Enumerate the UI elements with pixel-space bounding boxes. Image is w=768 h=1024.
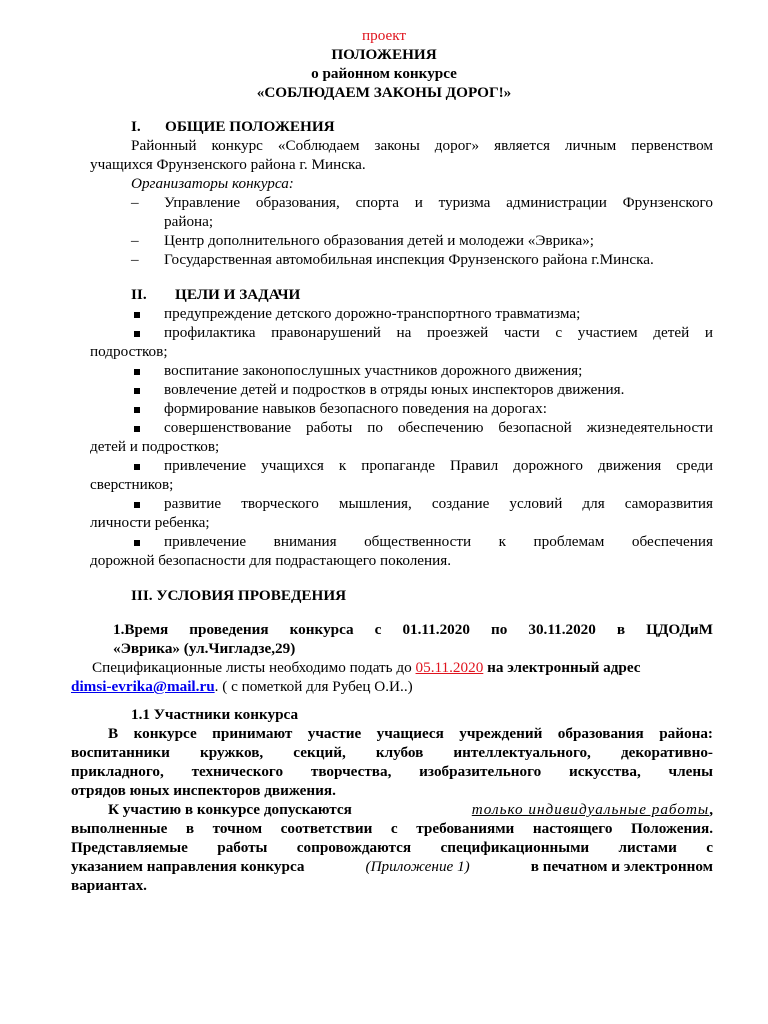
bullet-marker — [130, 361, 144, 380]
goal-1: предупреждение детского дорожно-транспортного травматизма; — [164, 305, 581, 322]
participants-p2-line2: выполненные в точном соответствии с требованиями настоящего Положения. — [71, 820, 713, 837]
participants-p2-line3: Представляемые работы сопровождаются спецификационными листами с — [71, 839, 713, 856]
participants-p1-line3: прикладного, технического творчества, изобразительного искусства, члены — [71, 763, 713, 780]
time-line2: «Эврика» (ул.Чигладзе,29) — [113, 640, 296, 657]
bullet-marker — [130, 532, 144, 551]
goal-2-line2: подростков; — [90, 343, 168, 360]
bullet-marker — [130, 304, 144, 323]
appendix-reference: (Приложение 1) — [365, 858, 470, 875]
contest-name: «СОБЛЮДАЕМ ЗАКОНЫ ДОРОГ!» — [256, 84, 512, 101]
p2-line4-prefix: указанием направления конкурса — [71, 858, 305, 875]
goal-6-line1: совершенствование работы по обеспечению безопасной жизнедеятельности — [164, 419, 713, 436]
bullet-marker — [130, 494, 144, 513]
section1-number: I. — [131, 118, 141, 135]
participants-heading: 1.1 Участники конкурса — [131, 706, 299, 723]
organizer-1-line1: Управление образования, спорта и туризма администрации Фрунзенского — [164, 194, 713, 211]
p2-prefix: К участию в конкурсе допускаются — [108, 801, 352, 818]
section1-intro-line2: учащихся Фрунзенского района г. Минска. — [90, 156, 366, 173]
goal-9-line1: привлечение внимания общественности к проблемам обеспечения — [164, 533, 713, 550]
p2-emphasis: только индивидуальные работы — [471, 801, 710, 818]
goal-3: воспитание законопослушных участников дорожного движения; — [164, 362, 583, 379]
participants-p1-line2: воспитанники кружков, секций, клубов интеллектуального, декоративно- — [71, 744, 713, 761]
email-link[interactable]: dimsi-evrika@mail.ru — [71, 678, 215, 695]
dash-marker: – — [131, 251, 139, 268]
spec-note: . ( с пометкой для Рубец О.И..) — [214, 678, 413, 695]
p2-suffix: , — [709, 801, 713, 818]
goal-8-line2: личности ребенка; — [90, 514, 210, 531]
bullet-marker — [130, 380, 144, 399]
organizer-1-line2: района; — [164, 213, 214, 230]
goal-2-line1: профилактика правонарушений на проезжей части с участием детей и — [164, 324, 713, 341]
section1-intro-line1: Районный конкурс «Соблюдаем законы дорог» является личным первенством — [131, 137, 713, 154]
participants-p2-line5: вариантах. — [71, 877, 147, 894]
spec-prefix: Спецификационные листы необходимо подать до — [92, 659, 416, 676]
participants-p1-line4: отрядов юных инспекторов движения. — [71, 782, 336, 799]
organizer-3: Государственная автомобильная инспекция Фрунзенского района г.Минска. — [164, 251, 654, 268]
dash-marker: – — [131, 232, 139, 249]
p2-line4-suffix: в печатном и электронном — [530, 858, 713, 875]
section3-heading: III. УСЛОВИЯ ПРОВЕДЕНИЯ — [131, 587, 347, 604]
goal-7-line2: сверстников; — [90, 476, 174, 493]
document-title: ПОЛОЖЕНИЯ — [331, 46, 437, 63]
goal-9-line2: дорожной безопасности для подрастающего поколения. — [90, 552, 452, 569]
organizers-label: Организаторы конкурса: — [131, 175, 294, 192]
email-line — [71, 677, 413, 696]
participants-p2-line4 — [71, 857, 713, 876]
goal-7-line1: привлечение учащихся к пропаганде Правил дорожного движения среди — [164, 457, 713, 474]
goal-8-line1: развитие творческого мышления, создание условий для саморазвития — [164, 495, 713, 512]
bullet-marker — [130, 418, 144, 437]
participants-p1-line1: В конкурсе принимают участие учащиеся учреждений образования района: — [108, 725, 713, 742]
time-line1: 1.Время проведения конкурса с 01.11.2020 по 30.11.2020 в ЦДОДиМ — [113, 621, 713, 638]
draft-label: проект — [361, 27, 407, 44]
bullet-marker — [130, 399, 144, 418]
goal-4: вовлечение детей и подростков в отряды юных инспекторов движения. — [164, 381, 625, 398]
document-subtitle: о районном конкурсе — [311, 65, 457, 82]
organizer-2: Центр дополнительного образования детей и молодежи «Эврика»; — [164, 232, 595, 249]
goal-6-line2: детей и подростков; — [90, 438, 220, 455]
spec-deadline-date: 05.11.2020 — [415, 659, 484, 676]
spec-suffix: на электронный адрес — [483, 659, 641, 676]
bullet-marker — [130, 323, 144, 342]
section2-number: II. — [131, 286, 147, 303]
participants-p2-line1 — [108, 800, 713, 819]
goal-5: формирование навыков безопасного поведения на дорогах: — [164, 400, 547, 417]
dash-marker: – — [131, 194, 139, 211]
bullet-marker — [130, 456, 144, 475]
spec-sheets-line — [90, 658, 713, 677]
section1-heading: ОБЩИЕ ПОЛОЖЕНИЯ — [165, 118, 335, 135]
section2-heading: ЦЕЛИ И ЗАДАЧИ — [175, 286, 301, 303]
